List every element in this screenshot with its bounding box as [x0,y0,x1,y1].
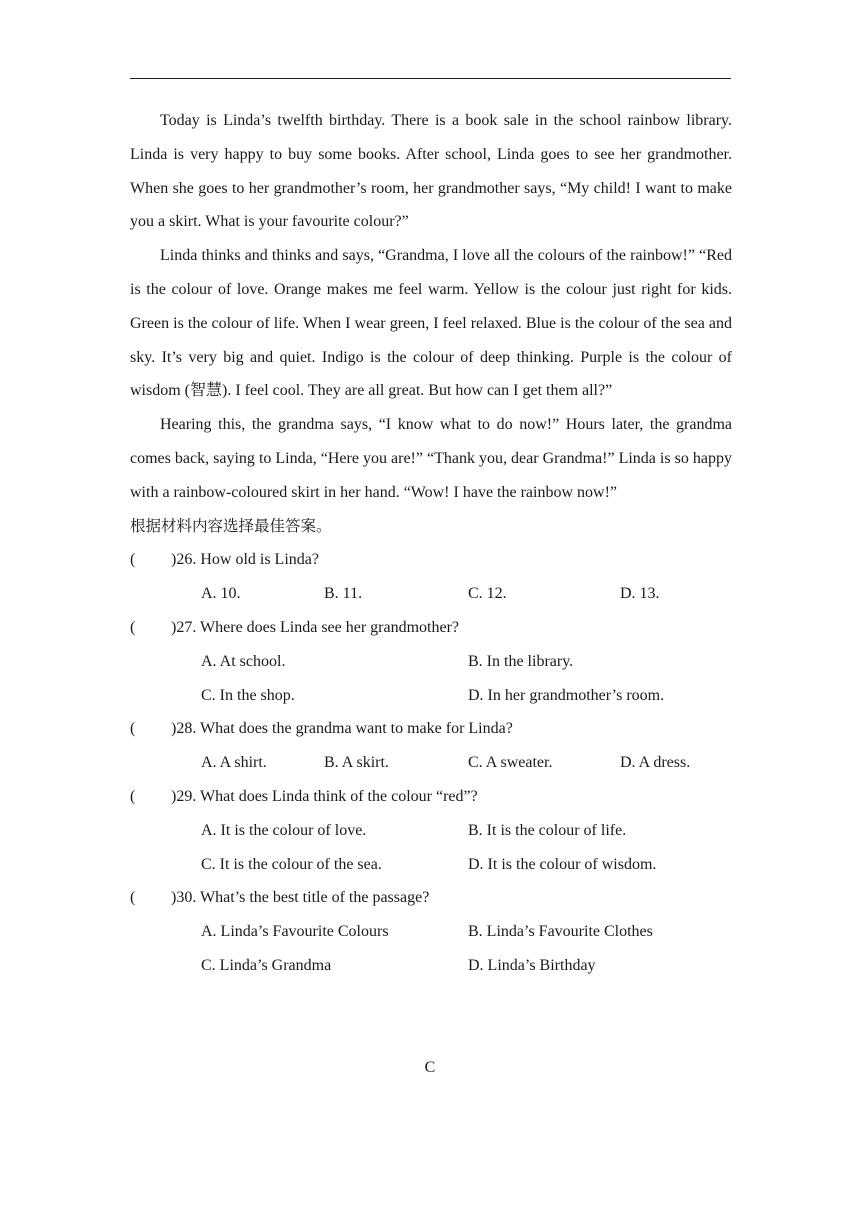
option-c: C. In the shop. [201,686,295,704]
options-29-row-1 [130,814,732,848]
option-c: C. A sweater. [468,754,553,772]
option-d: D. In her grandmother’s room. [468,686,665,704]
options-29-row-2 [130,848,732,882]
header-rule [130,78,731,79]
options-30-row-2 [130,949,732,983]
options-27-row-1 [130,645,732,679]
options-28 [130,746,732,780]
question-28 [130,712,732,746]
option-a: A. 10. [201,585,241,603]
option-a: A. A shirt. [201,754,267,772]
options-26 [130,577,732,611]
question-stem: )27. Where does Linda see her grandmother? [171,618,460,636]
option-b: B. 11. [324,585,363,603]
instruction-text: 根据材料内容选择最佳答案。 [130,516,332,535]
option-b: B. Linda’s Favourite Clothes [468,923,653,941]
option-c: C. 12. [468,585,507,603]
answer-blank[interactable]: ( [130,551,136,569]
option-a: A. It is the colour of love. [201,821,367,839]
question-29 [130,780,732,814]
section-label: C [424,1059,436,1076]
answer-blank[interactable]: ( [130,889,136,907]
answer-blank[interactable]: ( [130,787,136,805]
question-stem: )30. What’s the best title of the passage? [171,889,430,907]
answer-blank[interactable]: ( [130,618,136,636]
option-d: D. It is the colour of wisdom. [468,855,657,873]
exam-content [130,104,732,983]
options-27-row-2 [130,679,732,713]
passage-paragraph-1: Today is Linda’s twelfth birthday. There is a book sale in the school rainbow library. Linda is very happy to buy some books. After school, Linda goes to see her grandmother. When she goes to her grandmother’s room, her grandmother says, “My child! I want to make you a skirt. What is your favourite colour?” [130,112,732,231]
option-b: B. In the library. [468,652,574,670]
passage-paragraph-2: Linda thinks and thinks and says, “Grandma, I love all the colours of the rainbow!” “Red is the colour of love. Orange makes me feel warm. Yellow is the colour just right for kids. Green is the colour of life. When I wear green, I feel relaxed. Blue is the colour of the sea and sky. It’s very big and quiet. Indigo is the colour of deep thinking. Purple is the colour of wisdom (智慧). I feel cool. They are all great. But how can I get them all?” [130,247,732,400]
option-a: A. At school. [201,652,286,670]
option-d: D. 13. [620,585,660,603]
option-b: B. A skirt. [324,754,389,772]
options-30-row-1 [130,915,732,949]
answer-blank[interactable]: ( [130,720,136,738]
question-stem: )26. How old is Linda? [171,551,319,569]
option-b: B. It is the colour of life. [468,821,627,839]
question-27 [130,611,732,645]
option-a: A. Linda’s Favourite Colours [201,923,389,941]
passage-paragraph-3: Hearing this, the grandma says, “I know what to do now!” Hours later, the grandma comes back, saying to Linda, “Here you are!” “Thank you, dear Grandma!” Linda is so happy with a rainbow-coloured skirt in her hand. “Wow! I have the rainbow now!” [130,416,732,501]
question-26 [130,543,732,577]
option-c: C. It is the colour of the sea. [201,855,382,873]
option-d: D. Linda’s Birthday [468,956,596,974]
question-stem: )29. What does Linda think of the colour “red”? [171,787,478,805]
option-c: C. Linda’s Grandma [201,956,332,974]
question-stem: )28. What does the grandma want to make for Linda? [171,720,513,738]
option-d: D. A dress. [620,754,691,772]
question-30 [130,881,732,915]
